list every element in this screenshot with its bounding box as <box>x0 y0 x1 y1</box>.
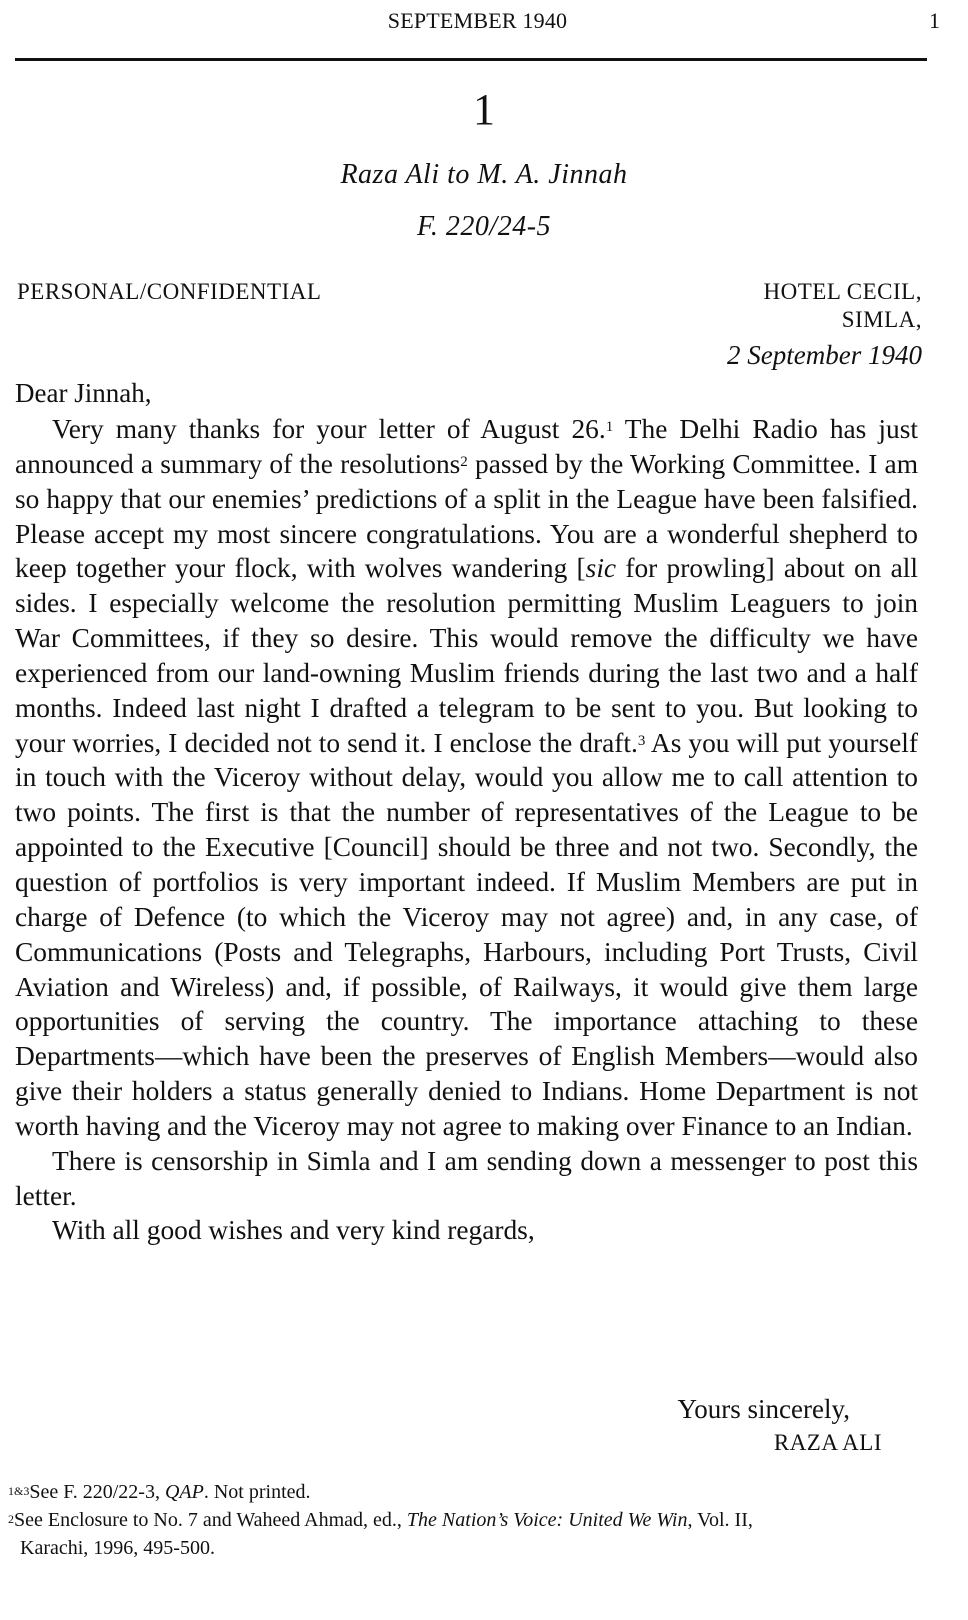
footnote-ref: 2 <box>460 453 468 470</box>
sic-note: sic <box>585 553 617 584</box>
letter-date: 2 September 1940 <box>727 340 922 370</box>
footnotes <box>8 1478 923 1562</box>
classification-label: PERSONAL/CONFIDENTIAL <box>17 279 322 304</box>
valediction: Yours sincerely, <box>677 1394 850 1424</box>
footnote: $^{1\&3}$See F. 220/22-3, QAP. Not printed. <box>8 1481 311 1503</box>
closing-block <box>677 1392 882 1460</box>
body-paragraph: With all good wishes and very kind regards, <box>52 1215 535 1246</box>
signature: RAZA ALI <box>773 1430 882 1455</box>
document-number: 1 <box>473 85 495 134</box>
footnote-mark: 1&3 <box>8 1484 30 1498</box>
footnote-ref: 1 <box>605 419 614 435</box>
running-head-title: SEPTEMBER 1940 <box>387 8 568 33</box>
header-rule <box>15 58 927 61</box>
body-paragraph: Very many thanks for your letter of August 26.$^1$ The Delhi Radio has just announced a summary of the resolutions$^2$ passed by the Working Committee. I am so happy that our enemies’ predictions of a split in the League have been falsified. Please accept my most sincere congratulations. You are a wonderful shepherd to keep together your flock, with wolves wandering [sic for prowling] about on all sides. I especially welcome the resolution permitting Muslim Leaguers to join War Committees, if they so desire. This would remove the difficulty we have experienced from our land-owning Muslim friends during the last two and a half months. Indeed last night I drafted a telegram to be sent to you. But looking to your worries, I decided not to send it. I enclose the draft.$^3$ As you will put yourself in touch with the Viceroy without delay, would you allow me to call attention to two points. The first is that the number of representatives of the League to be appointed to the Executive [Council] should be three and not two. Secondly, the question of portfolios is very important indeed. If Muslim Members are put in charge of Defence (to which the Viceroy may not agree) and, in any case, of Communications (Posts and Telegraphs, Harbours, including Port Trusts, Civil Aviation and Wireless) and, if possible, of Railways, it would give them large opportunities of serving the country. The importance attaching to these Departments—which have been the preserves of English Members—would also give their holders a status generally denied to Indians. Home Department is not worth having and the Viceroy may not agree to making over Finance to an Indian. <box>15 414 918 1141</box>
address-line: SIMLA, <box>841 307 922 332</box>
address-line: HOTEL CECIL, <box>763 279 922 304</box>
salutation: Dear Jinnah, <box>15 378 152 408</box>
body-paragraph: There is censorship in Simla and I am sending down a messenger to post this letter. <box>15 1145 918 1211</box>
sender-address <box>764 278 922 334</box>
running-head <box>15 8 940 38</box>
page-number: 1 <box>929 8 940 33</box>
footnote-ref: 3 <box>637 732 646 749</box>
letter-body <box>15 412 918 1248</box>
footnote-mark: 2 <box>8 1512 14 1526</box>
document-heading: Raza Ali to M. A. Jinnah <box>340 159 628 190</box>
file-reference: F. 220/24-5 <box>416 211 552 242</box>
footnote: $^2$See Enclosure to No. 7 and Waheed Ahmad, ed., The Nation’s Voice: United We Win, Vol. II, Karachi, 1996, 495-500. <box>8 1509 753 1559</box>
